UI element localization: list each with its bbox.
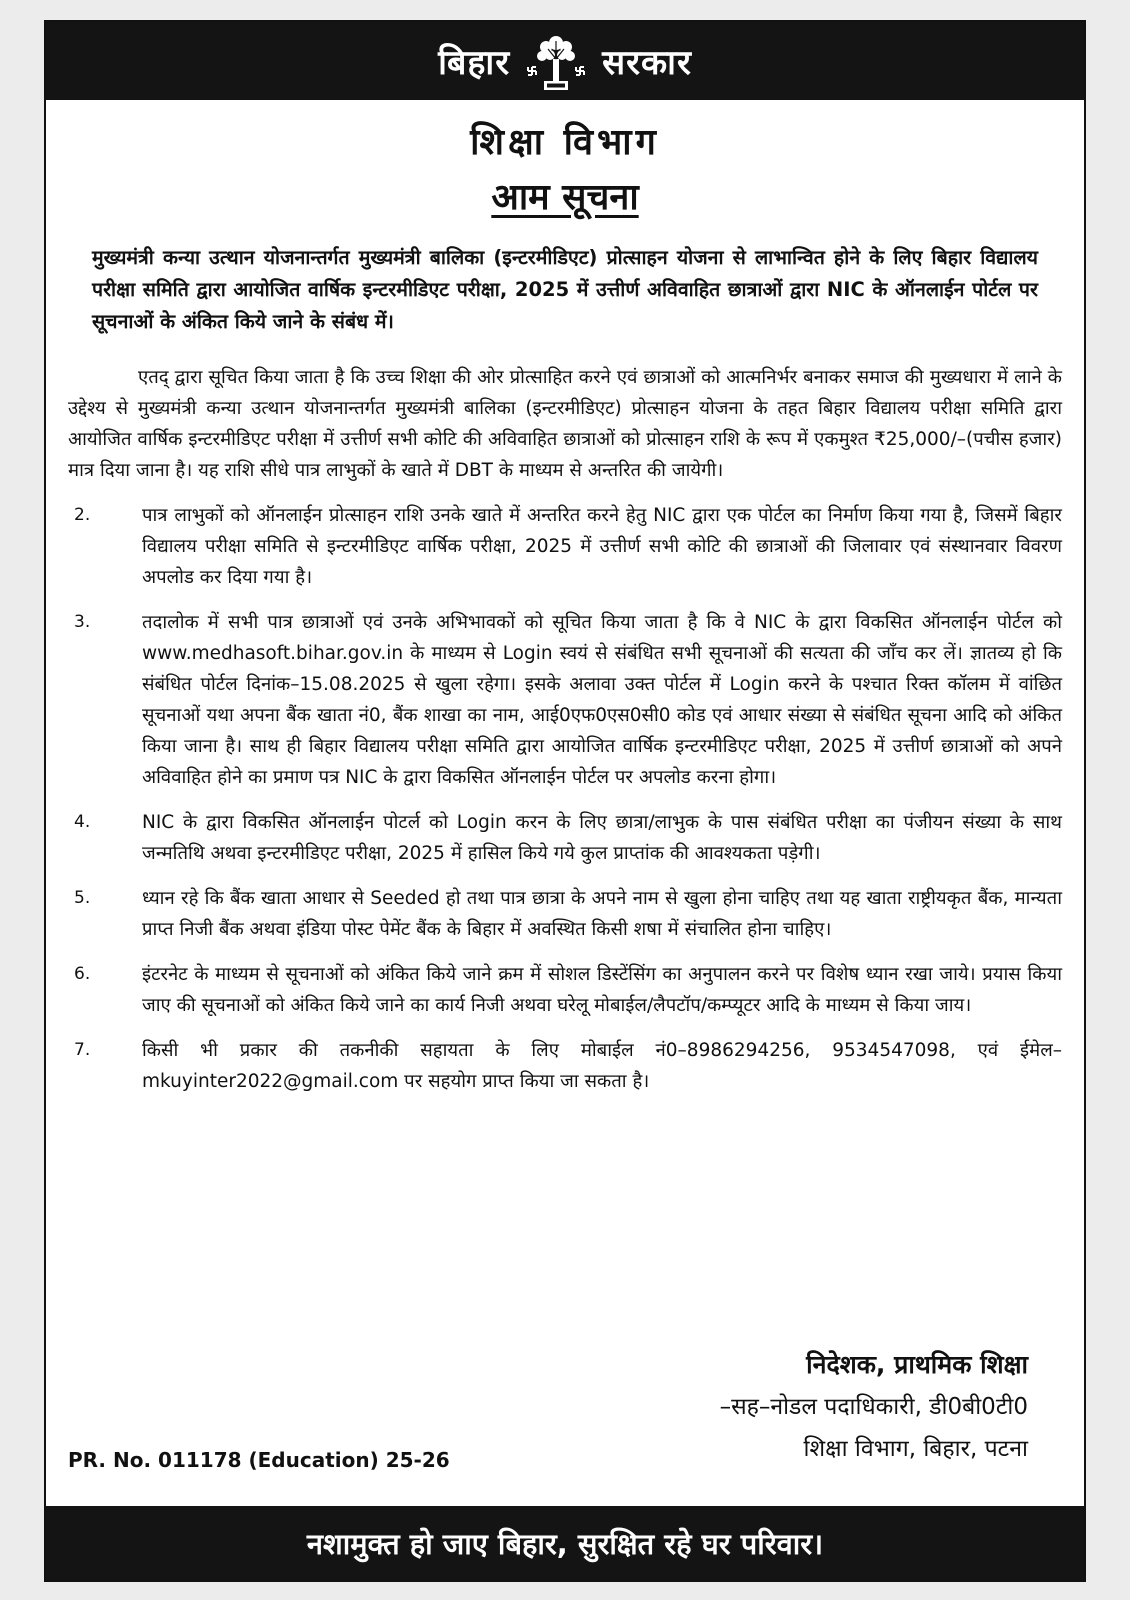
signature-line-3: शिक्षा विभाग, बिहार, पटना (803, 1436, 1028, 1462)
header-bar (46, 22, 1084, 100)
signature-line-1: निदेशक, प्राथमिक शिक्षा (806, 1350, 1028, 1379)
list-item (68, 807, 1062, 869)
item-text: इंटरनेट के माध्यम से सूचनाओं को अंकित किये जाने क्रम में सोशल डिस्टेंसिंग का अनुपालन करने पर विशेष ध्यान रखा जाये। प्रयास किया जाए की सूचनाओं को अंकित किये जाने का कार्य निजी अथवा घरेलू मोबाईल/लैपटॉप/कम्प्यूटर आदि के माध्यम से किया जाय। (142, 964, 1062, 1016)
header-right-word: सरकार (602, 43, 692, 83)
item-text: तदालोक में सभी पात्र छात्राओं एवं उनके अभिभावकों को सूचित किया जाता है कि वे NIC के द्वारा विकसित ऑनलाईन पोर्टल को www.medhasoft.bihar.gov.in के माध्यम से Login स्वयं से संबंधित सभी सूचनाओं की सत्यता की जाँच कर लें। ज्ञातव्य हो कि संबंधित पोर्टल दिनांक–15.08.2025 से खुला रहेगा। इसके अलावा उक्त पोर्टल में Login करने के पश्चात रिक्त कॉलम में वांछित सूचनाओं यथा अपना बैंक खाता नं0, बैंक शाखा का नाम, आई0एफ0एस0सी0 कोड एवं आधार संख्या से संबंधित सूचना आदि को अंकित किया जाना है। साथ ही बिहार विद्यालय परीक्षा समिति द्वारा आयोजित वार्षिक इन्टरमीडिएट परीक्षा, 2025 में उत्तीर्ण छात्राओं को अपने अविवाहित होने का प्रमाण पत्र NIC के द्वारा विकसित ऑनलाईन पोर्टल पर अपलोड करना होगा। (142, 612, 1062, 788)
item-number: 6. (74, 964, 91, 984)
item-number: 3. (74, 612, 91, 632)
bodhi-tree-emblem-icon (524, 29, 588, 93)
item-number: 5. (74, 888, 91, 908)
item-number: 2. (74, 505, 91, 525)
item-text: ध्यान रहे कि बैंक खाता आधार से Seeded हो तथा पात्र छात्रा के अपने नाम से खुला होना चाहिए तथा यह खाता राष्ट्रीयकृत बैंक, मान्यता प्राप्त निजी बैंक अथवा इंडिया पोस्ट पेमेंट बैंक के बिहार में अवस्थित किसी शषा में संचालित होना चाहिए। (142, 888, 1062, 940)
department-title: शिक्षा विभाग (470, 122, 660, 163)
notice-title (46, 171, 1084, 220)
list-item (68, 1035, 1062, 1097)
list-item (68, 500, 1062, 593)
notice-sheet (44, 20, 1086, 1582)
list-item (68, 959, 1062, 1021)
footer-slogan: नशामुक्त हो जाए बिहार, सुरक्षित रहे घर परिवार। (306, 1526, 824, 1561)
signature-block (720, 1344, 1028, 1470)
notice-title-text: आम सूचना (491, 177, 639, 218)
pr-number: PR. No. 011178 (Education) 25-26 (68, 1448, 450, 1472)
signature-line-2: –सह–नोडल पदाधिकारी, डी0बी0टी0 (719, 1394, 1028, 1420)
item-text: पात्र लाभुकों को ऑनलाईन प्रोत्साहन राशि उनके खाते में अन्तरित करने हेतु NIC द्वारा एक पोर्टल का निर्माण किया गया है, जिसमें बिहार विद्यालय परीक्षा समिति से इन्टरमीडिएट वार्षिक परीक्षा, 2025 में उत्तीर्ण सभी कोटि की छात्राओं की जिलावार एवं संस्थानवार विवरण अपलोड कर दिया गया है। (142, 505, 1062, 588)
footer-bar (46, 1506, 1084, 1580)
item-number: 7. (74, 1040, 91, 1060)
list-item (68, 607, 1062, 793)
subject-paragraph: मुख्यमंत्री कन्या उत्थान योजनान्तर्गत मुख्यमंत्री बालिका (इन्टरमीडिएट) प्रोत्साहन योजना से लाभान्वित होने के लिए बिहार विद्यालय परीक्षा समिति द्वारा आयोजित वार्षिक इन्टरमीडिएट परीक्षा, 2025 में उत्तीर्ण अविवाहित छात्राओं द्वारा NIC के ऑनलाईन पोर्टल पर सूचनाओं के अंकित किये जाने के संबंध में। (92, 246, 1038, 333)
item-text: किसी भी प्रकार की तकनीकी सहायता के लिए मोबाईल नं0–8986294256, 9534547098, एवं ईमेल–mkuyinter2022@gmail.com पर सहयोग प्राप्त किया जा सकता है। (142, 1040, 1062, 1092)
intro-paragraph: एतद् द्वारा सूचित किया जाता है कि उच्च शिक्षा की ओर प्रोत्साहित करने एवं छात्राओं को आत्मनिर्भर बनाकर समाज की मुख्यधारा में लाने के उद्देश्य से मुख्यमंत्री कन्या उत्थान योजनान्तर्गत मुख्यमंत्री बालिका (इन्टरमीडिएट) प्रोत्साहन योजना के तहत बिहार विद्यालय परीक्षा समिति द्वारा आयोजित वार्षिक इन्टरमीडिएट परीक्षा में उत्तीर्ण सभी कोटि की अविवाहित छात्राओं को प्रोत्साहन राशि के रूप में एकमुश्त ₹25,000/–(पचीस हजार) मात्र दिया जाना है। यह राशि सीधे पात्र लाभुकों के खाते में DBT के माध्यम से अन्तरित की जायेगी। (68, 367, 1062, 481)
header-left-word: बिहार (438, 43, 511, 83)
list-item (68, 883, 1062, 945)
item-text: NIC के द्वारा विकसित ऑनलाईन पोटर्ल को Login करन के लिए छात्रा/लाभुक के पास संबंधित परीक्षा का पंजीयन संख्या के साथ जन्मतिथि अथवा इन्टरमीडिएट परीक्षा, 2025 में हासिल किये गये कुल प्राप्तांक की आवश्यकता पड़ेगी। (142, 812, 1062, 864)
item-number: 4. (74, 812, 91, 832)
